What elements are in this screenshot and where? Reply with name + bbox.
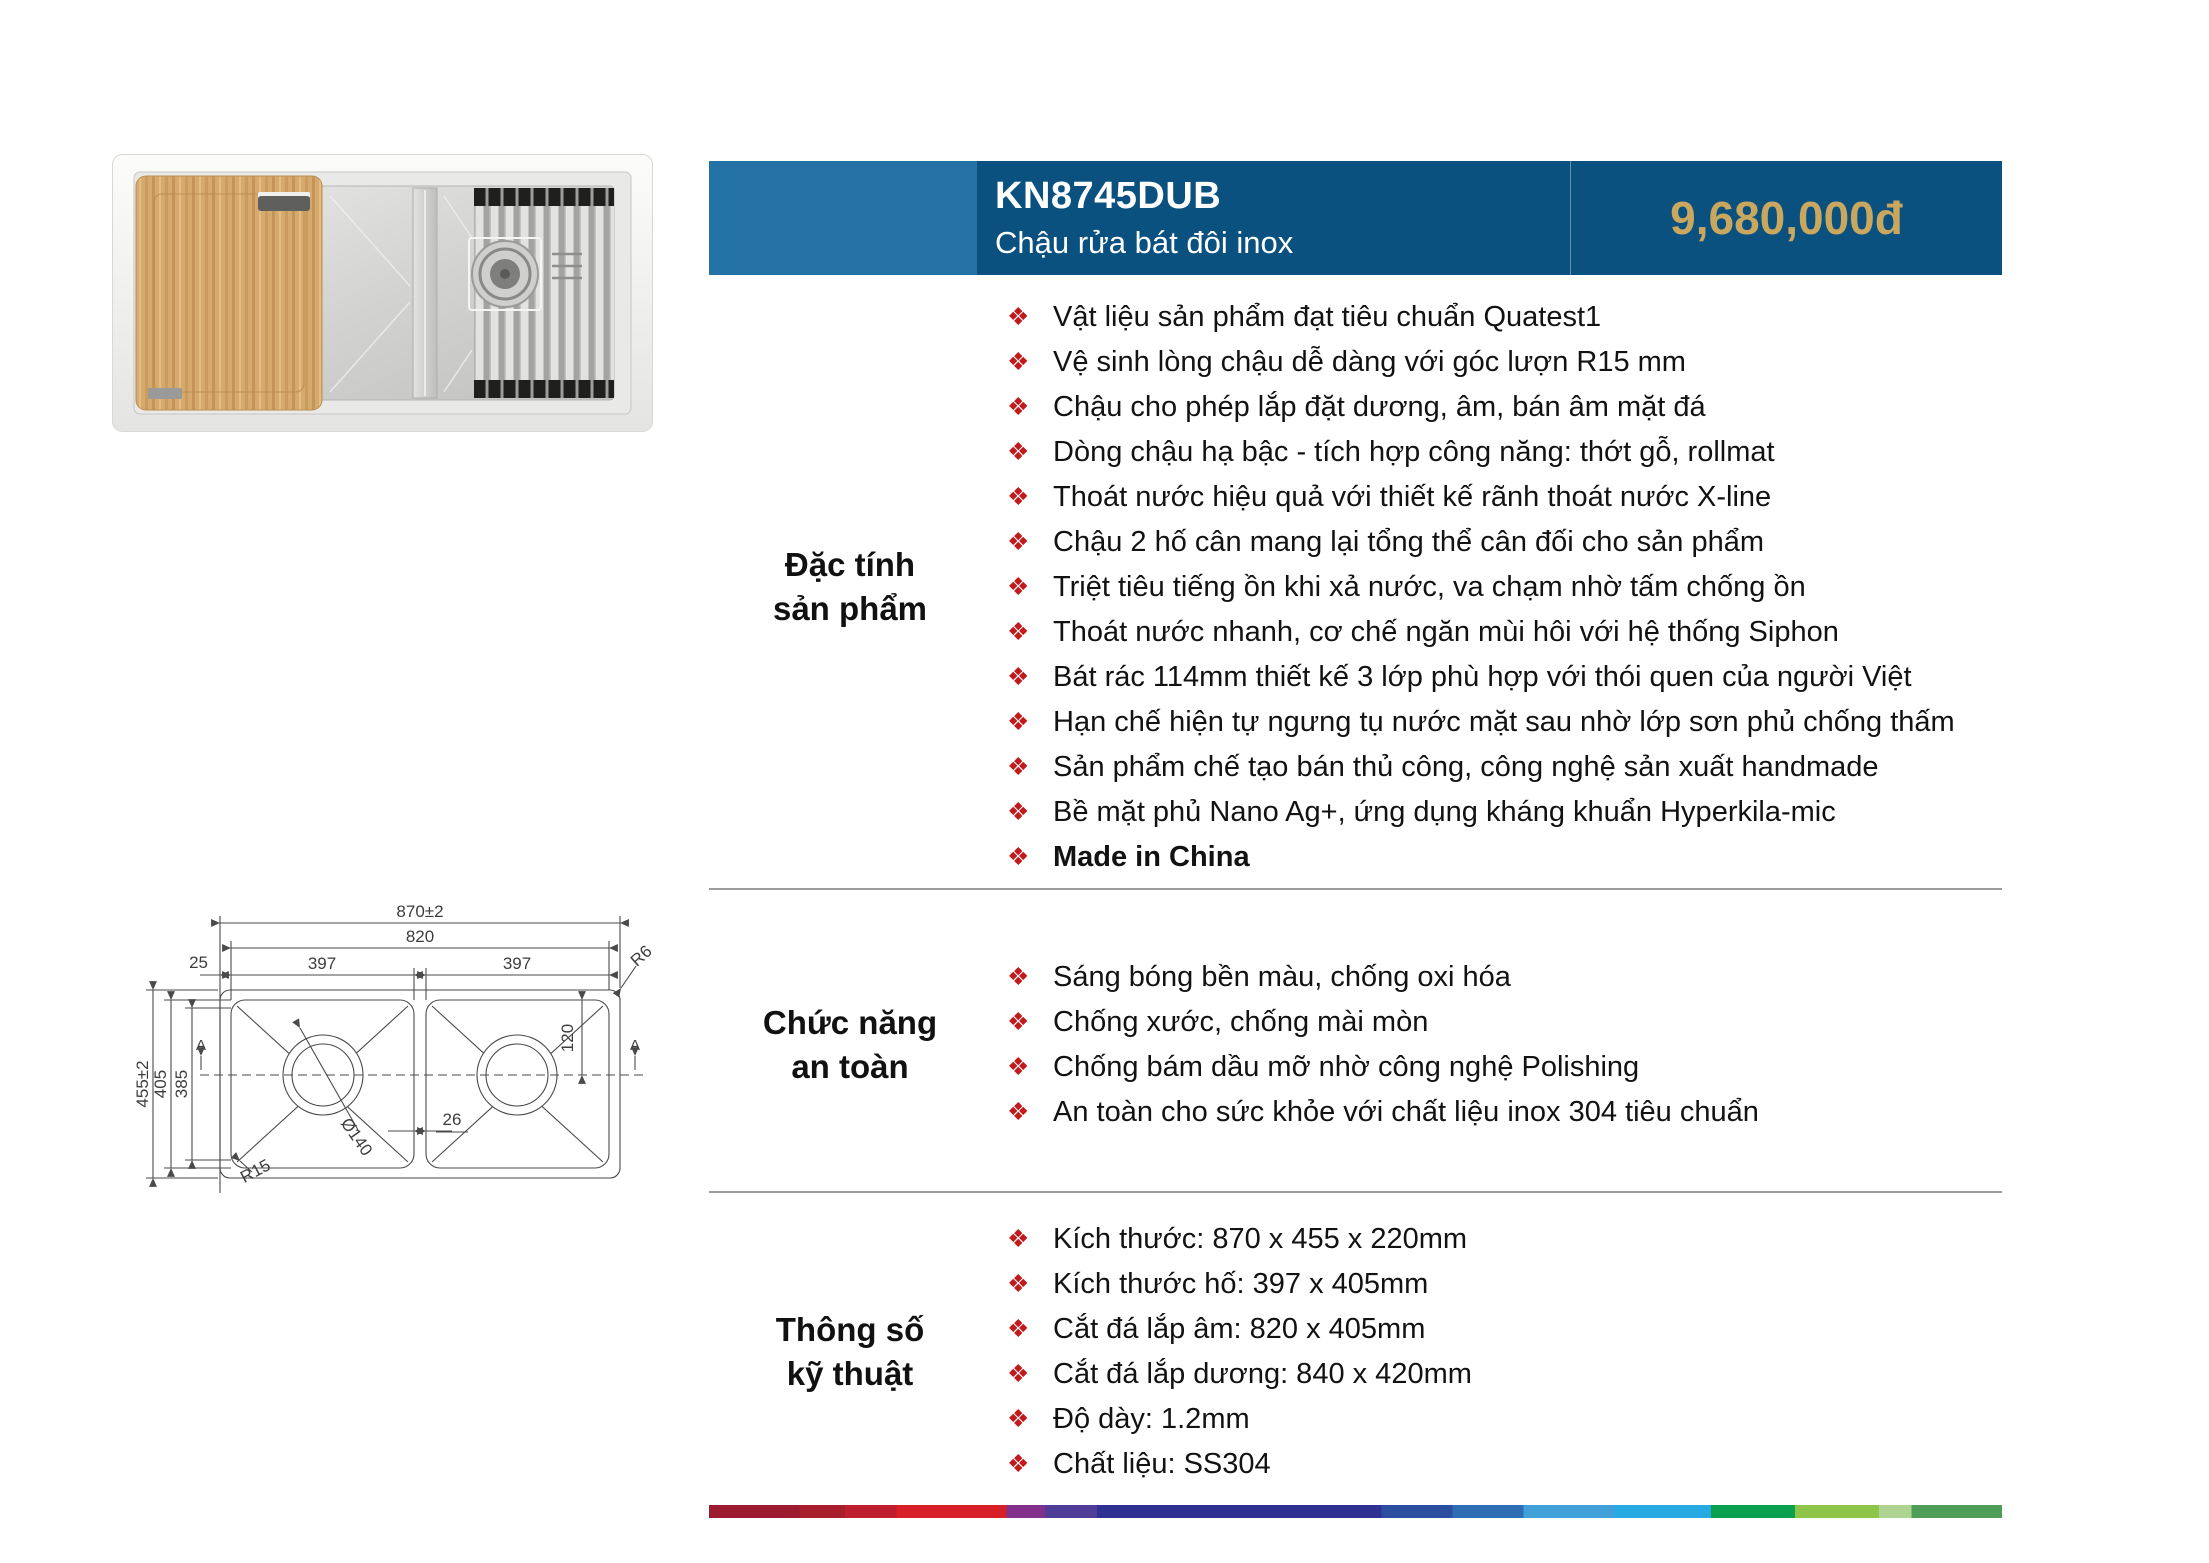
list-item: [991, 745, 2002, 790]
diamond-bullet-icon: ❖: [1007, 1008, 1030, 1036]
diamond-bullet-icon: ❖: [1007, 527, 1030, 556]
list-item-text: Triệt tiêu tiếng ồn khi xả nước, va chạm nhờ tấm chống ồn: [1053, 570, 1806, 603]
list-item-text: Cắt đá lắp âm: 820 x 405mm: [1053, 1312, 1426, 1345]
diamond-bullet-icon: ❖: [1007, 617, 1030, 646]
dim-drain-diameter: Ø140: [336, 1114, 377, 1160]
dim-bowl-corner-radius: R15: [237, 1155, 274, 1187]
diamond-bullet-icon: ❖: [1007, 707, 1030, 736]
diamond-bullet-icon: ❖: [1007, 1098, 1030, 1126]
section-divider: [709, 888, 2002, 890]
section-safety-label: Chức năng an toàn: [762, 1004, 938, 1085]
list-item: [991, 790, 2002, 835]
list-item-text: Chậu 2 hố cân mang lại tổng thể cân đối cho sản phẩm: [1053, 525, 1764, 558]
product-header: [709, 161, 2002, 275]
header-accent-block: [709, 161, 977, 275]
list-item: [991, 1397, 2002, 1442]
list-item-text: Vật liệu sản phẩm đạt tiêu chuẩn Quatest1: [1053, 300, 1602, 333]
diamond-bullet-icon: ❖: [1007, 1224, 1030, 1253]
product-code: KN8745DUB: [995, 175, 1222, 217]
product-name: Chậu rửa bát đôi inox: [995, 225, 1294, 260]
section-marker-left: A: [195, 1037, 207, 1054]
list-item-text: Thoát nước hiệu quả với thiết kế rãnh thoát nước X-line: [1053, 480, 1772, 513]
list-item: [991, 835, 2002, 880]
dim-bowl-depth: 385: [172, 1069, 191, 1099]
diamond-bullet-icon: ❖: [1007, 1269, 1030, 1298]
diamond-bullet-icon: ❖: [1007, 392, 1030, 421]
list-item-text: Hạn chế hiện tự ngưng tụ nước mặt sau nhờ lớp sơn phủ chống thấm: [1053, 705, 1955, 738]
list-item-text: Chậu cho phép lắp đặt dương, âm, bán âm mặt đá: [1053, 390, 1706, 423]
diamond-bullet-icon: ❖: [1007, 752, 1030, 781]
diamond-bullet-icon: ❖: [1007, 797, 1030, 826]
header-main-block: [977, 161, 2002, 275]
dim-overall-depth: 455±2: [133, 1060, 152, 1108]
list-item-text: Cắt đá lắp dương: 840 x 420mm: [1053, 1357, 1472, 1390]
list-item-text: Sáng bóng bền màu, chống oxi hóa: [1053, 961, 1511, 993]
price-block: [1570, 161, 2002, 275]
list-item-text: Thoát nước nhanh, cơ chế ngăn mùi hôi với hệ thống Siphon: [1053, 615, 1839, 648]
footer-gradient-bar: [709, 1505, 2002, 1518]
list-item-text: Kích thước: 870 x 455 x 220mm: [1053, 1222, 1468, 1255]
section-specs-label: Thông số kỹ thuật: [775, 1310, 925, 1392]
list-item-text: Chống bám dầu mỡ nhờ công nghệ Polishing: [1053, 1051, 1640, 1083]
list-item-text: An toàn cho sức khỏe với chất liệu inox 304 tiêu chuẩn: [1053, 1096, 1759, 1128]
list-item-text: Vệ sinh lòng chậu dễ dàng với góc lượn R15 mm: [1053, 345, 1686, 378]
diamond-bullet-icon: ❖: [1007, 347, 1030, 376]
section-features: [709, 294, 2002, 880]
dim-cut-width: 820: [405, 927, 435, 946]
list-item: [991, 1352, 2002, 1397]
diamond-bullet-icon: ❖: [1007, 842, 1030, 871]
section-divider: [709, 1191, 2002, 1193]
list-item-text: Bề mặt phủ Nano Ag+, ứng dụng kháng khuẩn Hyperkila-mic: [1053, 795, 1836, 828]
dim-divider-width: 26: [442, 1110, 462, 1129]
diamond-bullet-icon: ❖: [1007, 572, 1030, 601]
diamond-bullet-icon: ❖: [1007, 1404, 1030, 1433]
list-item: [991, 430, 2002, 475]
section-safety: [709, 956, 2002, 1134]
list-item: [991, 1262, 2002, 1307]
safety-list: [991, 955, 2002, 1135]
spec-list: [991, 1217, 2002, 1487]
list-item-text: Sản phẩm chế tạo bán thủ công, công nghệ sản xuất handmade: [1053, 750, 1879, 783]
list-item-text: Độ dày: 1.2mm: [1053, 1402, 1250, 1435]
technical-drawing: [100, 878, 660, 1218]
list-item: [991, 655, 2002, 700]
list-item: [991, 295, 2002, 340]
list-item: [991, 1090, 2002, 1135]
list-item-text: Dòng chậu hạ bậc - tích hợp công năng: thớt gỗ, rollmat: [1053, 435, 1775, 468]
diamond-bullet-icon: ❖: [1007, 437, 1030, 466]
dim-bowl-width-right: 397: [502, 954, 532, 973]
list-item: [991, 1442, 2002, 1487]
dim-drain-offset: 120: [558, 1023, 577, 1053]
product-photo: [112, 154, 653, 432]
list-item-text: Made in China: [1053, 840, 1250, 873]
list-item-text: Chống xước, chống mài mòn: [1053, 1006, 1429, 1038]
section-marker-right: A: [629, 1037, 641, 1054]
list-item: [991, 520, 2002, 565]
dim-bowl-width-left: 397: [307, 954, 337, 973]
diamond-bullet-icon: ❖: [1007, 302, 1030, 331]
feature-list: [991, 295, 2002, 880]
list-item: [991, 565, 2002, 610]
list-item: [991, 475, 2002, 520]
list-item: [991, 1217, 2002, 1262]
diamond-bullet-icon: ❖: [1007, 662, 1030, 691]
product-price: 9,680,000đ: [1670, 192, 1903, 244]
list-item: [991, 955, 2002, 1000]
list-item: [991, 1000, 2002, 1045]
dim-rim-corner-radius: R6: [626, 941, 656, 971]
diamond-bullet-icon: ❖: [1007, 1053, 1030, 1081]
list-item-text: Kích thước hố: 397 x 405mm: [1053, 1267, 1429, 1300]
diamond-bullet-icon: ❖: [1007, 963, 1030, 991]
list-item-text: Chất liệu: SS304: [1053, 1447, 1271, 1480]
section-features-label: Đặc tính sản phẩm: [772, 546, 928, 627]
diamond-bullet-icon: ❖: [1007, 482, 1030, 511]
list-item: [991, 1045, 2002, 1090]
diamond-bullet-icon: ❖: [1007, 1359, 1030, 1388]
diamond-bullet-icon: ❖: [1007, 1314, 1030, 1343]
list-item: [991, 385, 2002, 430]
list-item: [991, 700, 2002, 745]
list-item-text: Bát rác 114mm thiết kế 3 lớp phù hợp với thói quen của người Việt: [1053, 660, 1912, 693]
section-specs: [709, 1216, 2002, 1487]
dim-overall-width: 870±2: [396, 902, 444, 921]
list-item: [991, 1307, 2002, 1352]
diamond-bullet-icon: ❖: [1007, 1449, 1030, 1478]
list-item: [991, 610, 2002, 655]
dim-rim-offset: 25: [189, 953, 208, 972]
dim-cut-depth: 405: [151, 1069, 170, 1099]
list-item: [991, 340, 2002, 385]
